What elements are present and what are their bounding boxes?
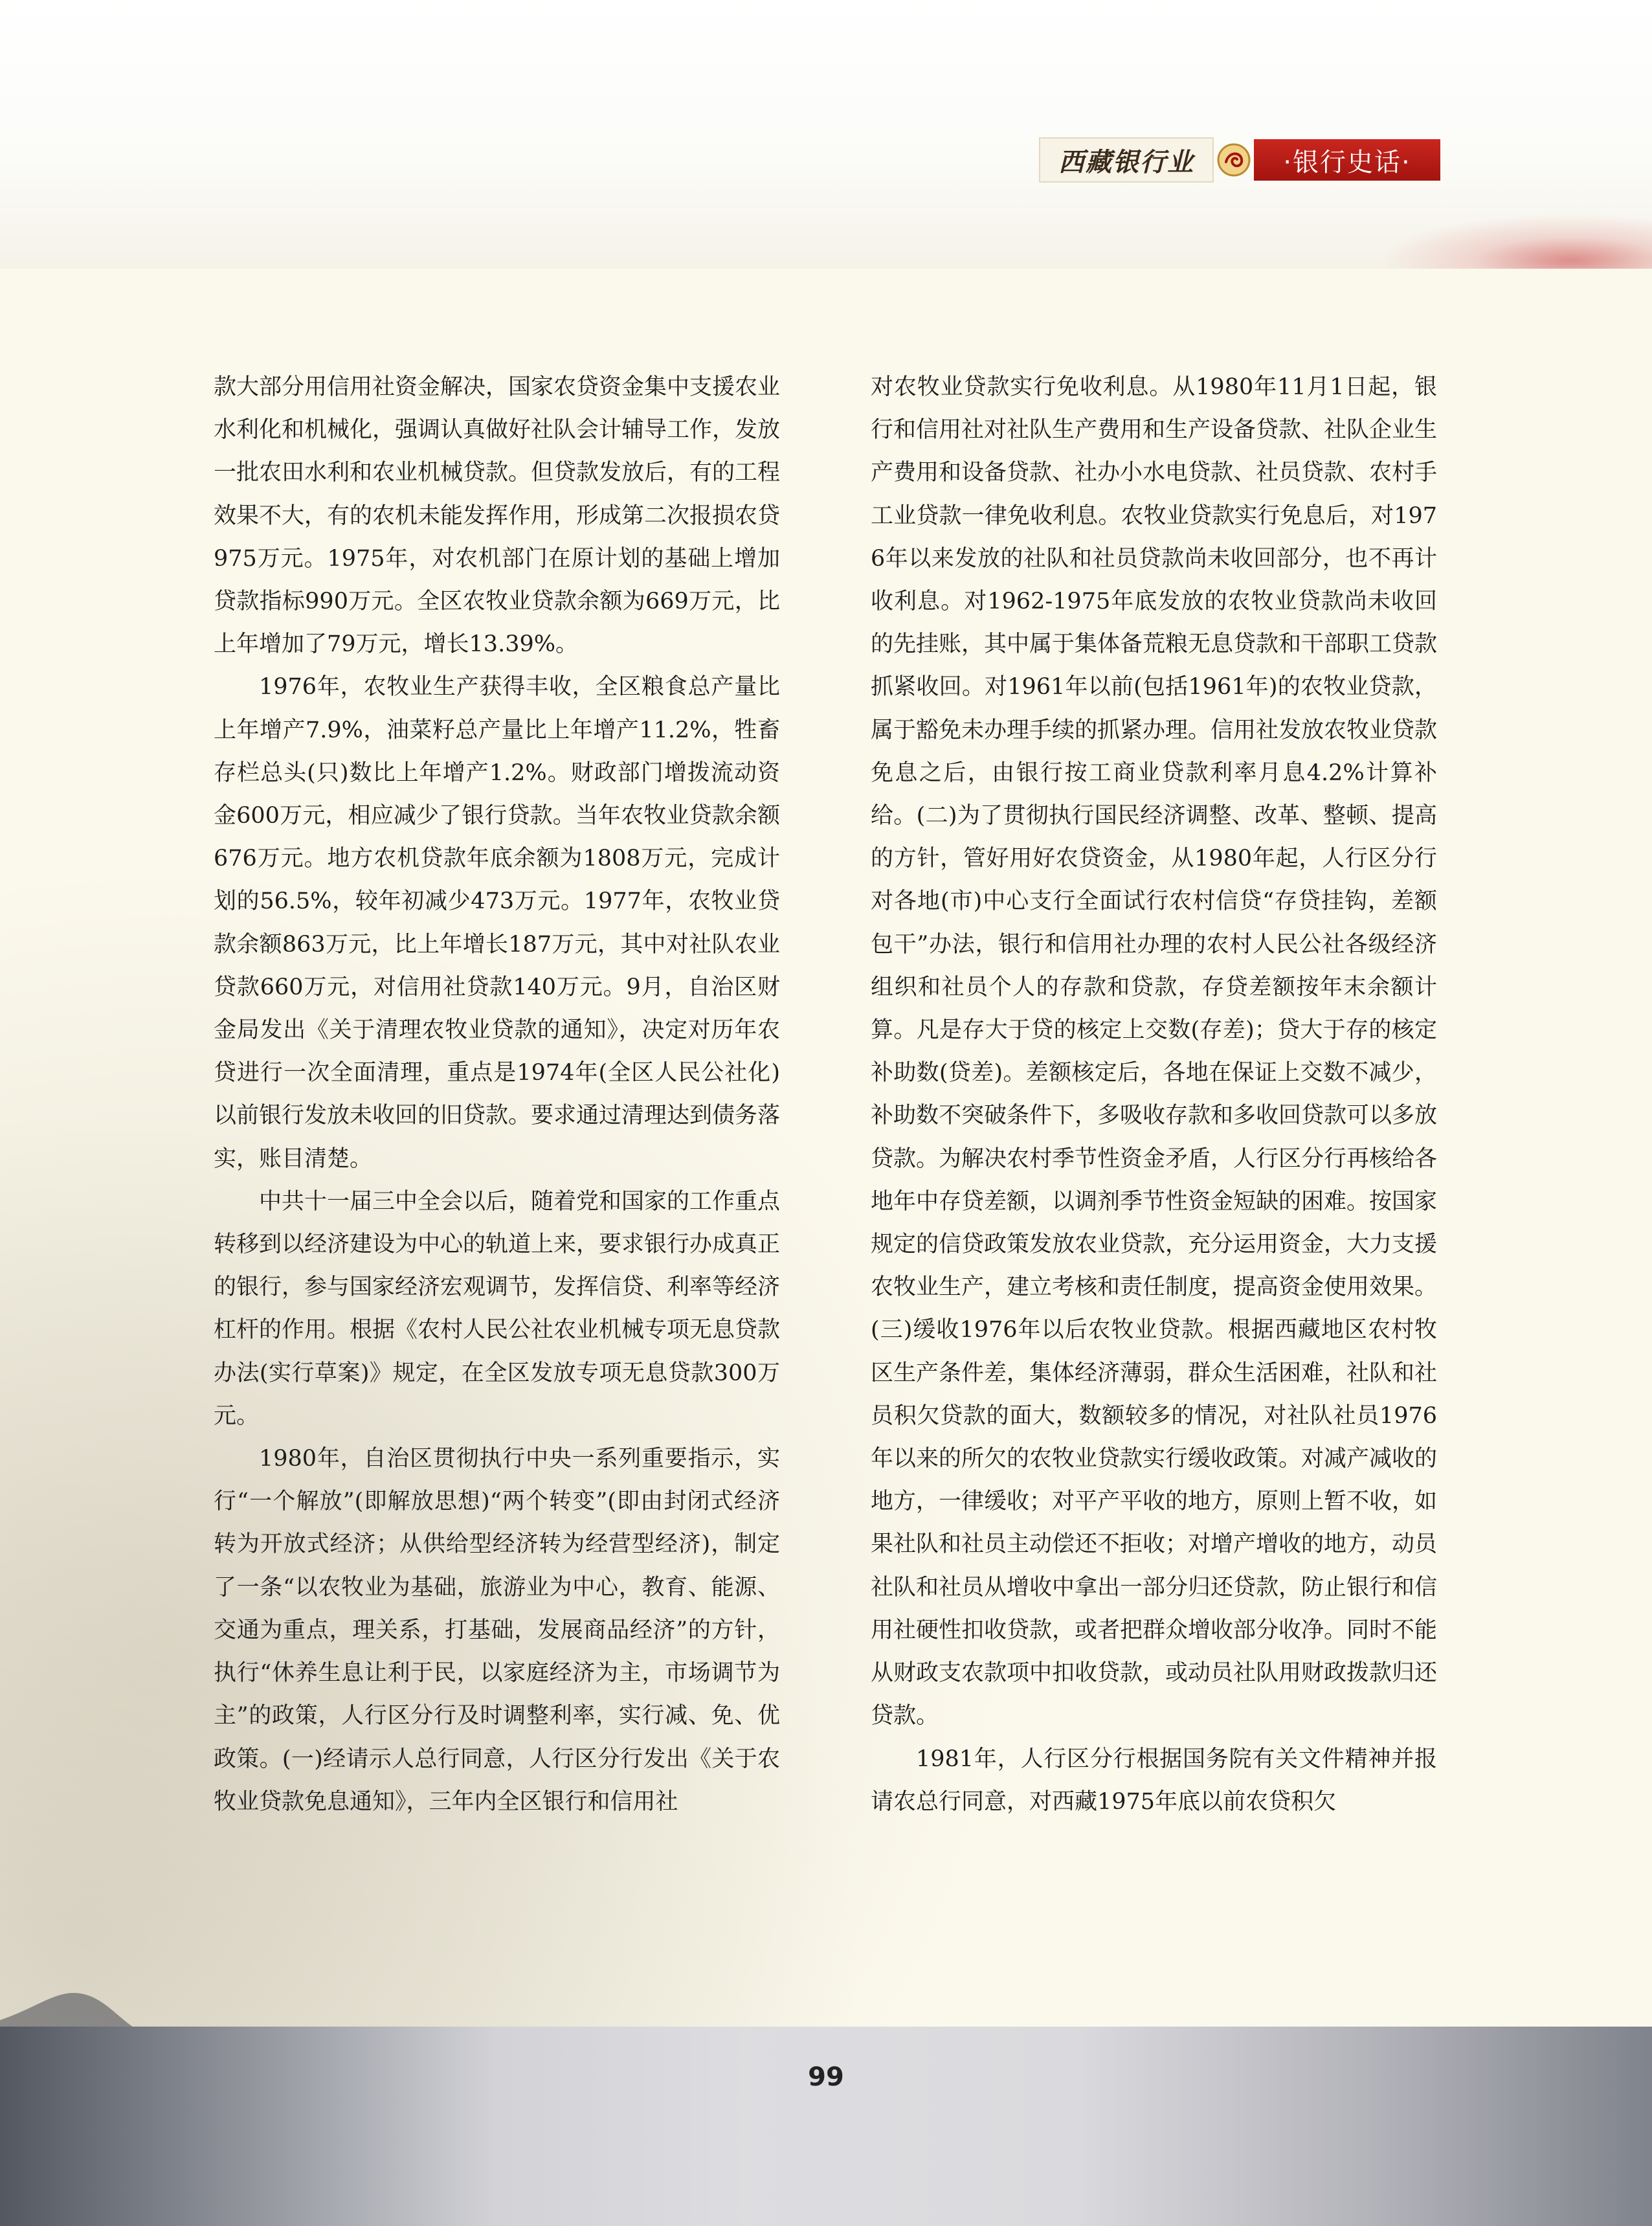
paragraph: 1976年，农牧业生产获得丰收，全区粮食总产量比上年增产7.9%，油菜籽总产量比上年增产11.2%，牲畜存栏总头(只)数比上年增产1.2%。财政部门增拨流动资金600万元，相应减少了银行贷款。当年农牧业贷款余额676万元。地方农机贷款年底余额为1808万元，完成计划的56.5%，较年初减少473万元。1977年，农牧业贷款余额863万元，比上年增长187万元，其中对社队农业贷款660万元，对信用社贷款140万元。9月，自治区财金局发出《关于清理农牧业贷款的通知》，决定对历年农贷进行一次全面清理，重点是1974年(全区人民公社化)以前银行发放未收回的旧贷款。要求通过清理达到债务落实，账目清楚。 — [214, 674, 781, 1172]
paragraph: 1980年，自治区贯彻执行中央一系列重要指示，实行“一个解放”(即解放思想)“两个转变”(即由封闭式经济转为开放式经济；从供给型经济转为经营型经济)，制定了一条“以农牧业为基础，旅游业为中心，教育、能源、交通为重点，理关系，打基础，发展商品经济”的方针，执行“休养生息让利于民，以家庭经济为主，市场调节为主”的政策，人行区分行及时调整利率，实行减、免、优政策。(一)经请示人总行同意，人行区分行发出《关于农牧业贷款免息通知》，三年内全区银行和信用社 — [214, 1446, 780, 1815]
section-label: ·银行史话· — [1254, 139, 1440, 181]
page-header — [1039, 137, 1440, 183]
left-column — [214, 366, 780, 1823]
paragraph: 款大部分用信用社资金解决，国家农贷资金集中支援农业水利化和机械化，强调认真做好社队会计辅导工作，发放一批农田水利和农业机械贷款。但贷款发放后，有的工程效果不大，有的农机未能发挥作用，形成第二次报损农贷975万元。1975年，对农机部门在原计划的基础上增加贷款指标990万元。全区农牧业贷款余额为669万元，比上年增加了79万元，增长13.39%。 — [214, 374, 781, 658]
paragraph: 对农牧业贷款实行免收利息。从1980年11月1日起，银行和信用社对社队生产费用和生产设备贷款、社队企业生产费用和设备贷款、社办小水电贷款、社员贷款、农村手工业贷款一律免收利息。农牧业贷款实行免息后，对1976年以来发放的社队和社员贷款尚未收回部分，也不再计收利息。对1962-1975年底发放的农牧业贷款尚未收回的先挂账，其中属于集体备荒粮无息贷款和干部职工贷款抓紧收回。对1961年以前(包括1961年)的农牧业贷款，属于豁免未办理手续的抓紧办理。信用社发放农牧业贷款免息之后，由银行按工商业贷款利率月息4.2%计算补给。(二)为了贯彻执行国民经济调整、改革、整顿、提高的方针，管好用好农贷资金，从1980年起，人行区分行对各地(市)中心支行全面试行农村信贷“存贷挂钩，差额包干”办法，银行和信用社办理的农村人民公社各级经济组织和社员个人的存款和贷款，存贷差额按年末余额计算。凡是存大于贷的核定上交数(存差)；贷大于存的核定补助数(贷差)。差额核定后，各地在保证上交数不减少，补助数不突破条件下，多吸收存款和多收回贷款可以多放贷款。为解决农村季节性资金矛盾，人行区分行再核给各地年中存贷差额，以调剂季节性资金短缺的困难。按国家规定的信贷政策发放农业贷款，充分运用资金，大力支援农牧业生产，建立考核和责任制度，提高资金使用效果。(三)缓收1976年以后农牧业贷款。根据西藏地区农村牧区生产条件差，集体经济薄弱，群众生活困难，社队和社员积欠贷款的面大，数额较多的情况，对社队社员1976年以来的所欠的农牧业贷款实行缓收政策。对减产减收的地方，一律缓收；对平产平收的地方，原则上暂不收，如果社队和社员主动偿还不拒收；对增产增收的地方，动员社队和社员从增收中拿出一部分归还贷款，防止银行和信用社硬性扣收贷款，或者把群众增收部分收净。同时不能从财政支农款项中扣收贷款，或动员社队用财政拨款归还贷款。 — [871, 374, 1438, 1729]
emblem-icon — [1214, 137, 1254, 183]
publication-title: 西藏银行业 — [1039, 137, 1214, 183]
bottom-band — [0, 2027, 1652, 2226]
right-column — [871, 366, 1437, 1823]
paragraph: 1981年，人行区分行根据国务院有关文件精神并报请农总行同意，对西藏1975年底以前农贷积欠 — [871, 1746, 1437, 1815]
page-number: 99 — [808, 2062, 844, 2092]
paragraph: 中共十一届三中全会以后，随着党和国家的工作重点转移到以经济建设为中心的轨道上来，要求银行办成真正的银行，参与国家经济宏观调节，发挥信贷、利率等经济杠杆的作用。根据《农村人民公社农业机械专项无息贷款办法(实行草案)》规定，在全区发放专项无息贷款300万元。 — [214, 1188, 781, 1429]
